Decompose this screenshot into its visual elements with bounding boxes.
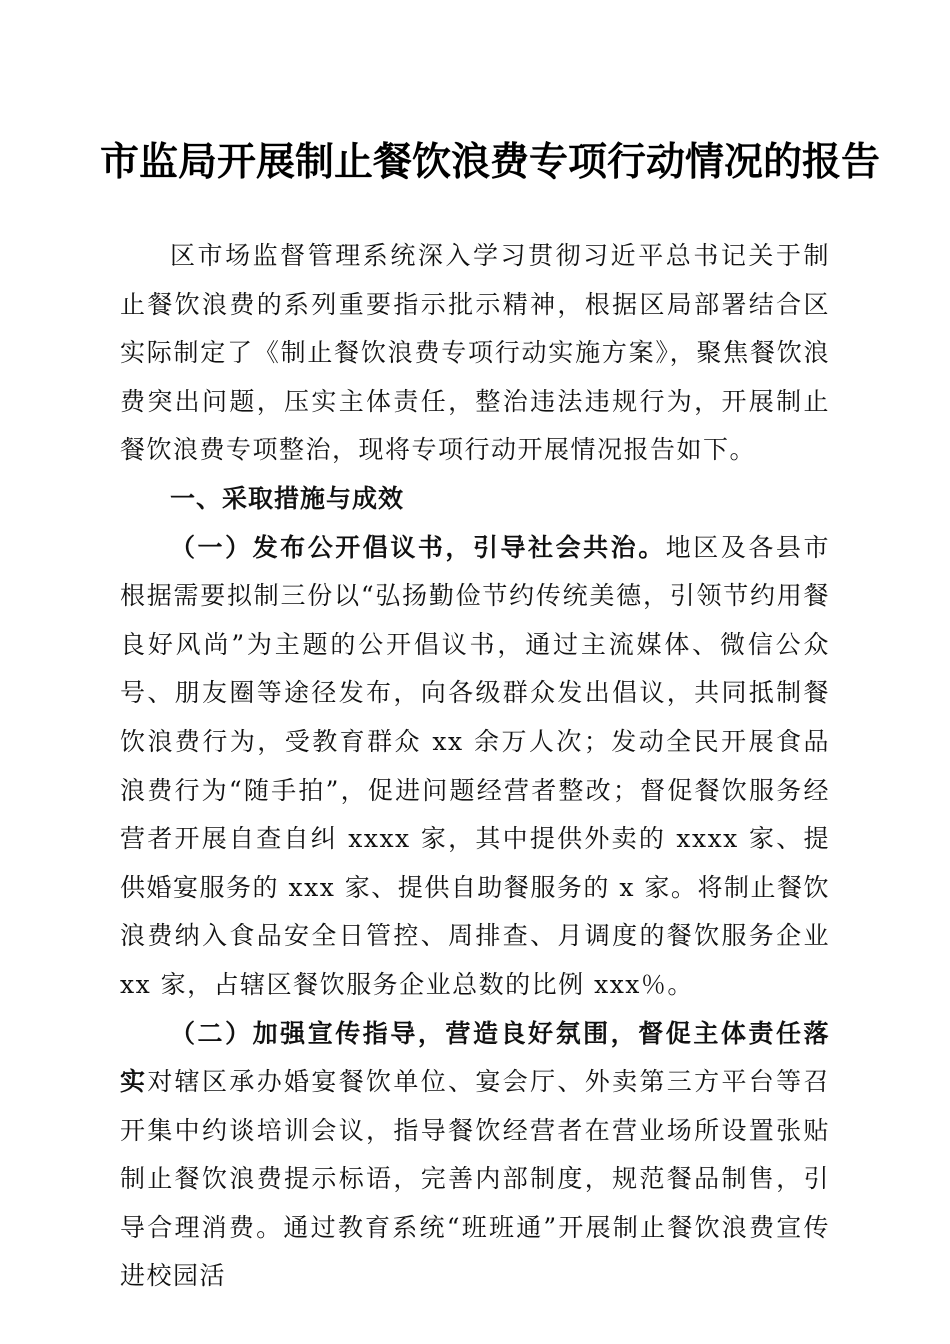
intro-paragraph: 区市场监督管理系统深入学习贯彻习近平总书记关于制止餐饮浪费的系列重要指示批示精神，根据区局部署结合区实际制定了《制止餐饮浪费专项行动实施方案》，聚焦餐饮浪费突出问题，压实主体责任，整治违法违规行为，开展制止餐饮浪费专项整治，现将专项行动开展情况报告如下。	[120, 241, 830, 465]
document-body	[120, 232, 830, 1301]
paragraph-item-1	[120, 524, 830, 1010]
item-2-title: （二）加强宣传指导，营造良好氛围，督促主体责任落实	[120, 1018, 830, 1097]
document-title: 市监局开展制止餐饮浪费专项行动情况的报告	[100, 139, 881, 185]
section-heading: 一、采取措施与成效	[170, 483, 405, 513]
paragraph-item-2	[120, 1010, 830, 1302]
item-1-text: 地区及各县市根据需要拟制三份以“弘扬勤俭节约传统美德，引领节约用餐良好风尚”为主题的公开倡议书，通过主流媒体、微信公众号、朋友圈等途径发布，向各级群众发出倡议，共同抵制餐饮浪费行为，受教育群众 xx 余万人次；发动全民开展食品浪费行为“随手拍”，促进问题经营者整改；督促餐饮服务经营者开展自查自纠 xxxx 家，其中提供外卖的 xxxx 家、提供婚宴服务的 xxx 家、提供自助餐服务的 x 家。将制止餐饮浪费纳入食品安全日管控、周排查、月调度的餐饮服务企业 xx 家，占辖区餐饮服务企业总数的比例 xxx％。	[120, 532, 830, 999]
item-1-title: （一）发布公开倡议书，引导社会共治。	[170, 532, 666, 562]
item-2-text: 对辖区承办婚宴餐饮单位、宴会厅、外卖第三方平台等召开集中约谈培训会议，指导餐饮经营者在营业场所设置张贴制止餐饮浪费提示标语，完善内部制度，规范餐品制售，引导合理消费。通过教育系统“班班通”开展制止餐饮浪费宣传进校园活	[120, 1067, 830, 1291]
